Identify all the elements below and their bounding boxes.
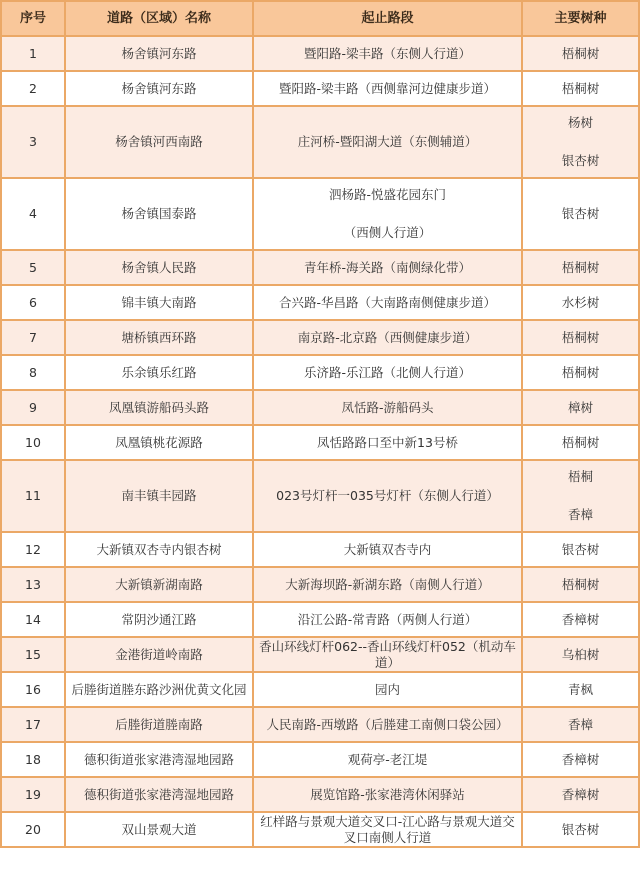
cell-no: 14 <box>1 602 65 637</box>
tree-species: 香樟 <box>567 716 593 732</box>
table-row <box>1 36 639 71</box>
section-line: 观荷亭-老江堤 <box>347 751 428 767</box>
tree-species: 梧桐树 <box>561 80 600 96</box>
cell-tree-species <box>522 250 639 285</box>
cell-road-name: 乐余镇乐红路 <box>65 355 253 390</box>
table-body <box>1 36 639 847</box>
section-line: （西侧人行道） <box>343 225 432 240</box>
cell-tree-species <box>522 178 639 250</box>
cell-section <box>253 812 522 847</box>
cell-tree-species <box>522 742 639 777</box>
table-row <box>1 637 639 672</box>
cell-section <box>253 36 522 71</box>
tree-species: 梧桐树 <box>561 329 600 345</box>
table-row <box>1 250 639 285</box>
cell-section <box>253 178 522 250</box>
cell-road-name: 杨舍镇河东路 <box>65 36 253 71</box>
table-row <box>1 460 639 532</box>
cell-section <box>253 567 522 602</box>
cell-section <box>253 71 522 106</box>
cell-section <box>253 355 522 390</box>
cell-tree-species <box>522 777 639 812</box>
tree-species: 梧桐 <box>567 469 593 484</box>
section-line: 人民南路-西墩路（后塍建工南侧口袋公园） <box>266 716 509 732</box>
header-tree-species: 主要树种 <box>522 1 639 36</box>
tree-species: 香樟 <box>567 507 593 522</box>
section-line: 展览馆路-张家港湾休闲驿站 <box>310 786 465 802</box>
table-row <box>1 707 639 742</box>
table-row <box>1 602 639 637</box>
cell-road-name: 后塍街道塍南路 <box>65 707 253 742</box>
table-row <box>1 742 639 777</box>
cell-no: 9 <box>1 390 65 425</box>
cell-no: 6 <box>1 285 65 320</box>
cell-road-name: 德积街道张家港湾湿地园路 <box>65 742 253 777</box>
cell-tree-species <box>522 425 639 460</box>
tree-species: 香樟树 <box>561 786 600 802</box>
cell-road-name: 杨舍镇国泰路 <box>65 178 253 250</box>
tree-species: 银杏树 <box>561 206 600 221</box>
section-line: 红样路与景观大道交叉口-江心路与景观大道交叉口南侧人行道 <box>260 813 515 845</box>
section-line: 青年桥-海关路（南侧绿化带） <box>303 259 471 275</box>
cell-no: 7 <box>1 320 65 355</box>
cell-tree-species <box>522 285 639 320</box>
cell-tree-species <box>522 460 639 532</box>
cell-no: 15 <box>1 637 65 672</box>
cell-tree-species <box>522 71 639 106</box>
cell-section <box>253 460 522 532</box>
cell-section <box>253 106 522 178</box>
tree-species: 梧桐树 <box>561 434 600 450</box>
table-row <box>1 777 639 812</box>
tree-species: 水杉树 <box>561 294 600 310</box>
cell-road-name: 南丰镇丰园路 <box>65 460 253 532</box>
cell-road-name: 塘桥镇西环路 <box>65 320 253 355</box>
cell-road-name: 德积街道张家港湾湿地园路 <box>65 777 253 812</box>
table-row <box>1 532 639 567</box>
cell-no: 17 <box>1 707 65 742</box>
cell-no: 20 <box>1 812 65 847</box>
cell-no: 13 <box>1 567 65 602</box>
header-road-name: 道路（区域）名称 <box>65 1 253 36</box>
cell-no: 10 <box>1 425 65 460</box>
section-line: 大新镇双杏寺内 <box>343 541 432 557</box>
table-header-row <box>1 1 639 36</box>
section-line: 合兴路-华昌路（大南路南侧健康步道） <box>278 294 496 310</box>
tree-species: 梧桐树 <box>561 364 600 380</box>
section-line: 沿江公路-常青路（两侧人行道） <box>297 611 478 627</box>
section-line: 023号灯杆一035号灯杆（东侧人行道） <box>276 488 499 503</box>
cell-section <box>253 390 522 425</box>
line-gap <box>256 203 519 225</box>
cell-no: 11 <box>1 460 65 532</box>
table-row <box>1 355 639 390</box>
cell-tree-species <box>522 567 639 602</box>
cell-road-name: 后塍街道塍东路沙洲优黄文化园 <box>65 672 253 707</box>
cell-section <box>253 777 522 812</box>
cell-road-name: 杨舍镇河西南路 <box>65 106 253 178</box>
cell-road-name: 大新镇新湖南路 <box>65 567 253 602</box>
tree-species: 梧桐树 <box>561 259 600 275</box>
cell-road-name: 常阴沙通江路 <box>65 602 253 637</box>
section-line: 乐济路-乐江路（北侧人行道） <box>303 364 471 380</box>
section-line: 暨阳路-梁丰路（西侧靠河边健康步道） <box>278 80 496 96</box>
section-line: 泗杨路-悦盛花园东门 <box>328 187 446 202</box>
tree-species: 杨树 <box>567 115 593 130</box>
cell-tree-species <box>522 36 639 71</box>
tree-species: 樟树 <box>567 399 593 415</box>
cell-section <box>253 532 522 567</box>
section-line: 暨阳路-梁丰路（东侧人行道） <box>303 45 471 61</box>
cell-no: 3 <box>1 106 65 178</box>
cell-no: 16 <box>1 672 65 707</box>
cell-section <box>253 707 522 742</box>
cell-section <box>253 250 522 285</box>
cell-road-name: 凤凰镇游船码头路 <box>65 390 253 425</box>
cell-section <box>253 285 522 320</box>
section-line: 庄河桥-暨阳湖大道（东侧辅道） <box>297 134 478 149</box>
cell-road-name: 双山景观大道 <box>65 812 253 847</box>
table-row <box>1 285 639 320</box>
tree-species: 银杏树 <box>561 541 600 557</box>
table-row <box>1 812 639 847</box>
tree-species: 青枫 <box>567 681 593 697</box>
cell-tree-species <box>522 707 639 742</box>
cell-road-name: 杨舍镇河东路 <box>65 71 253 106</box>
cell-no: 1 <box>1 36 65 71</box>
cell-no: 5 <box>1 250 65 285</box>
section-line: 香山环线灯杆062--香山环线灯杆052（机动车道） <box>259 638 516 670</box>
table-row <box>1 425 639 460</box>
cell-tree-species <box>522 390 639 425</box>
cell-no: 8 <box>1 355 65 390</box>
table-row <box>1 390 639 425</box>
tree-species: 梧桐树 <box>561 576 600 592</box>
section-line: 大新海坝路-新湖东路（南侧人行道） <box>285 576 490 592</box>
cell-section <box>253 425 522 460</box>
cell-section <box>253 637 522 672</box>
header-section: 起止路段 <box>253 1 522 36</box>
section-line: 南京路-北京路（西侧健康步道） <box>297 329 478 345</box>
cell-section <box>253 320 522 355</box>
cell-road-name: 金港街道岭南路 <box>65 637 253 672</box>
cell-no: 12 <box>1 532 65 567</box>
cell-section <box>253 602 522 637</box>
cell-no: 2 <box>1 71 65 106</box>
cell-tree-species <box>522 602 639 637</box>
table-row <box>1 178 639 250</box>
table-row <box>1 106 639 178</box>
table-row <box>1 320 639 355</box>
cell-tree-species <box>522 812 639 847</box>
cell-no: 4 <box>1 178 65 250</box>
cell-road-name: 凤凰镇桃花源路 <box>65 425 253 460</box>
tree-species: 梧桐树 <box>561 45 600 61</box>
section-line: 凤恬路路口至中新13号桥 <box>317 434 458 450</box>
line-gap <box>525 485 636 507</box>
cell-tree-species <box>522 320 639 355</box>
tree-species: 银杏树 <box>561 153 600 168</box>
header-no: 序号 <box>1 1 65 36</box>
cell-road-name: 大新镇双杏寺内银杏树 <box>65 532 253 567</box>
cell-road-name: 锦丰镇大南路 <box>65 285 253 320</box>
line-gap <box>525 131 636 153</box>
table-row <box>1 567 639 602</box>
cell-no: 18 <box>1 742 65 777</box>
section-line: 凤恬路-游船码头 <box>341 399 434 415</box>
cell-tree-species <box>522 532 639 567</box>
cell-tree-species <box>522 106 639 178</box>
tree-species: 香樟树 <box>561 751 600 767</box>
cell-tree-species <box>522 637 639 672</box>
cell-section <box>253 742 522 777</box>
section-line: 园内 <box>374 681 400 697</box>
tree-species: 乌桕树 <box>561 646 600 662</box>
table-row <box>1 71 639 106</box>
cell-tree-species <box>522 672 639 707</box>
cell-section <box>253 672 522 707</box>
cell-road-name: 杨舍镇人民路 <box>65 250 253 285</box>
tree-species: 银杏树 <box>561 821 600 837</box>
cell-no: 19 <box>1 777 65 812</box>
cell-tree-species <box>522 355 639 390</box>
tree-species: 香樟树 <box>561 611 600 627</box>
table-row <box>1 672 639 707</box>
